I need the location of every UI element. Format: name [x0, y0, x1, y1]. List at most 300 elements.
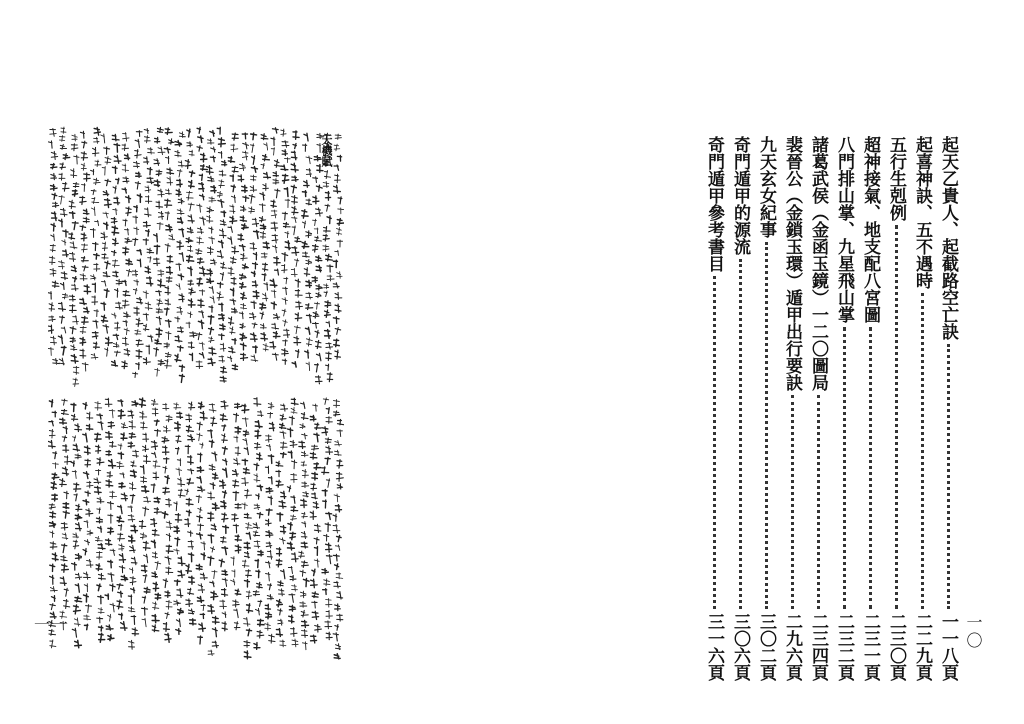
handwritten-glyph — [233, 491, 238, 500]
handwritten-glyph — [212, 628, 217, 637]
handwritten-glyph — [80, 349, 86, 358]
handwritten-glyph — [145, 266, 150, 273]
handwritten-glyph — [278, 619, 283, 625]
handwritten-glyph — [272, 128, 278, 133]
handwritten-glyph — [167, 256, 173, 263]
handwritten-glyph — [200, 443, 204, 448]
handwritten-glyph — [335, 174, 341, 183]
handwritten-glyph — [102, 281, 106, 287]
handwritten-glyph — [288, 451, 292, 458]
handwritten-glyph — [292, 196, 298, 204]
handwritten-glyph — [249, 207, 255, 213]
handwritten-glyph — [325, 523, 330, 532]
handwritten-glyph — [240, 333, 246, 340]
handwritten-glyph — [325, 301, 331, 308]
handwritten-glyph — [266, 531, 273, 537]
handwritten-glyph — [289, 416, 294, 425]
handwritten-glyph — [316, 208, 323, 216]
handwritten-glyph — [118, 533, 125, 541]
handwritten-glyph — [333, 400, 339, 408]
handwritten-glyph — [277, 548, 282, 556]
handwritten-glyph — [72, 470, 76, 478]
handwritten-glyph — [219, 229, 226, 238]
handwritten-glyph — [253, 523, 259, 529]
handwritten-glyph — [128, 607, 134, 612]
handwritten-glyph — [323, 234, 329, 241]
toc-entry — [860, 136, 880, 681]
handwritten-glyph — [134, 280, 139, 285]
handwritten-glyph — [271, 302, 276, 309]
handwritten-glyph — [155, 137, 160, 143]
handwritten-glyph — [303, 252, 310, 257]
handwritten-glyph — [188, 245, 193, 251]
handwritten-glyph — [246, 532, 250, 539]
toc-entry-page: 二二九頁 — [912, 613, 932, 681]
handwritten-glyph — [306, 259, 312, 264]
handwritten-glyph — [112, 134, 119, 140]
handwritten-glyph — [189, 150, 194, 156]
handwritten-glyph — [247, 604, 253, 613]
handwritten-glyph — [158, 147, 165, 155]
handwritten-glyph — [103, 272, 110, 277]
handwritten-glyph — [337, 272, 342, 279]
handwritten-glyph — [209, 286, 213, 293]
handwritten-glyph — [96, 469, 101, 474]
handwritten-glyph — [222, 622, 227, 631]
handwritten-glyph — [83, 472, 88, 479]
handwritten-glyph — [198, 636, 203, 644]
handwritten-glyph — [252, 218, 258, 226]
handwritten-glyph — [228, 226, 232, 232]
handwritten-glyph — [101, 232, 107, 239]
handwritten-glyph — [222, 434, 228, 443]
handwritten-glyph — [220, 343, 225, 351]
handwritten-glyph — [243, 430, 249, 436]
handwritten-glyph — [201, 553, 205, 560]
handwritten-glyph — [106, 337, 113, 345]
handwritten-glyph — [52, 473, 59, 479]
handwritten-glyph — [145, 186, 151, 193]
handwritten-glyph — [288, 542, 295, 550]
handwritten-glyph — [269, 422, 274, 430]
handwritten-glyph — [124, 328, 129, 335]
handwritten-glyph — [119, 544, 125, 551]
handwritten-glyph — [156, 170, 162, 176]
handwritten-glyph — [295, 290, 302, 298]
handwritten-glyph — [316, 185, 322, 191]
handwritten-glyph — [59, 219, 63, 227]
handwritten-glyph — [143, 324, 149, 331]
handwritten-glyph — [51, 223, 55, 231]
handwritten-glyph — [122, 144, 128, 150]
handwritten-glyph — [291, 398, 298, 405]
handwritten-glyph — [230, 327, 235, 334]
handwritten-glyph — [240, 274, 246, 280]
handwritten-glyph — [75, 573, 81, 579]
handwritten-glyph — [140, 533, 146, 539]
handwritten-glyph — [234, 436, 238, 442]
handwritten-glyph — [219, 334, 224, 340]
handwritten-glyph — [129, 433, 135, 439]
handwritten-glyph — [128, 595, 131, 604]
handwritten-glyph — [101, 315, 107, 322]
handwritten-glyph — [217, 127, 220, 134]
handwritten-glyph — [59, 195, 64, 204]
handwritten-glyph — [59, 261, 65, 269]
handwritten-glyph — [85, 459, 91, 467]
handwritten-glyph — [334, 411, 340, 416]
handwritten-glyph — [240, 323, 245, 328]
handwritten-glyph — [250, 243, 256, 251]
handwritten-glyph — [119, 483, 125, 488]
handwritten-glyph — [261, 134, 268, 140]
handwritten-glyph — [165, 286, 170, 294]
handwritten-glyph — [83, 433, 87, 442]
handwritten-glyph — [104, 289, 109, 297]
handwritten-glyph — [52, 193, 57, 199]
handwritten-glyph — [186, 425, 193, 432]
handwritten-glyph — [302, 433, 308, 439]
handwritten-glyph — [102, 253, 108, 259]
handwritten-glyph — [197, 204, 202, 212]
handwritten-glyph — [74, 494, 77, 501]
handwritten-glyph — [174, 526, 179, 533]
handwritten-glyph — [133, 372, 138, 377]
handwritten-glyph — [186, 414, 192, 422]
handwritten-glyph — [152, 399, 158, 405]
handwritten-glyph — [315, 624, 322, 632]
handwritten-glyph — [199, 174, 202, 180]
handwritten-glyph — [324, 171, 330, 179]
handwritten-glyph — [268, 403, 274, 409]
handwritten-glyph — [221, 501, 226, 509]
handwritten-glyph — [131, 588, 135, 593]
handwritten-glyph — [75, 640, 82, 647]
handwritten-glyph — [197, 237, 204, 244]
handwritten-glyph — [64, 600, 70, 609]
handwritten-glyph — [165, 128, 172, 135]
handwritten-glyph — [61, 127, 66, 133]
handwritten-glyph — [197, 477, 201, 483]
handwritten-glyph — [154, 420, 159, 425]
handwritten-glyph — [221, 401, 228, 410]
handwritten-glyph — [281, 165, 288, 170]
handwritten-glyph — [102, 242, 107, 251]
handwritten-glyph — [199, 183, 204, 192]
handwritten-glyph — [263, 263, 268, 271]
handwritten-glyph — [189, 171, 194, 176]
handwritten-glyph — [164, 458, 169, 464]
handwritten-glyph — [326, 321, 330, 327]
toc-entry — [808, 136, 828, 681]
handwritten-glyph — [156, 316, 161, 324]
handwritten-glyph — [94, 478, 101, 484]
handwritten-glyph — [166, 225, 172, 232]
handwritten-glyph — [137, 250, 141, 255]
handwritten-glyph — [302, 522, 306, 527]
handwritten-glyph — [313, 502, 318, 509]
handwritten-glyph — [163, 579, 167, 588]
handwritten-glyph — [61, 346, 66, 355]
handwritten-glyph — [97, 552, 103, 560]
handwritten-glyph — [219, 314, 224, 321]
handwritten-glyph — [301, 402, 305, 408]
handwritten-glyph — [188, 280, 194, 285]
handwritten-glyph — [301, 610, 308, 617]
handwritten-glyph — [136, 339, 143, 346]
handwritten-glyph — [303, 492, 308, 497]
handwritten-glyph — [292, 639, 298, 647]
handwritten-glyph — [313, 322, 319, 328]
handwritten-glyph — [230, 205, 235, 214]
handwritten-glyph — [315, 236, 322, 241]
handwritten-glyph — [123, 219, 127, 226]
handwritten-glyph — [222, 570, 228, 575]
handwritten-glyph — [154, 245, 159, 254]
handwritten-glyph — [274, 257, 280, 265]
handwritten-glyph — [107, 472, 112, 478]
handwritten-glyph — [179, 253, 183, 262]
handwritten-glyph — [306, 280, 311, 287]
handwritten-glyph — [219, 559, 224, 566]
handwritten-glyph — [208, 316, 213, 324]
handwritten-glyph — [69, 295, 75, 301]
handwritten-glyph — [250, 144, 254, 153]
handwritten-glyph — [293, 131, 299, 139]
handwritten-glyph — [316, 376, 322, 384]
handwritten-glyph — [121, 423, 127, 429]
handwritten-glyph — [325, 457, 330, 464]
handwritten-text-bottom — [48, 392, 344, 662]
handwritten-glyph — [314, 433, 319, 442]
handwritten-glyph — [282, 150, 287, 156]
handwritten-glyph — [116, 302, 123, 309]
handwritten-glyph — [110, 491, 117, 498]
handwritten-glyph — [291, 163, 298, 172]
handwritten-glyph — [165, 633, 171, 642]
handwritten-glyph — [326, 343, 333, 350]
handwritten-glyph — [228, 157, 234, 163]
handwritten-glyph — [144, 554, 148, 563]
handwritten-glyph — [196, 564, 202, 570]
handwritten-glyph — [90, 229, 95, 238]
handwritten-glyph — [292, 217, 297, 223]
handwritten-glyph — [207, 207, 214, 213]
handwritten-glyph — [212, 503, 219, 510]
handwritten-glyph — [121, 433, 127, 440]
handwritten-glyph — [335, 450, 342, 455]
handwritten-glyph — [243, 196, 249, 202]
handwritten-glyph — [208, 430, 212, 438]
handwritten-glyph — [166, 533, 170, 540]
handwritten-glyph — [175, 354, 181, 361]
handwritten-glyph — [50, 575, 54, 584]
handwritten-glyph — [200, 412, 207, 420]
handwritten-glyph — [128, 514, 135, 521]
handwritten-glyph — [190, 619, 196, 625]
handwritten-glyph — [112, 313, 117, 318]
handwritten-glyph — [123, 133, 129, 142]
handwritten-glyph — [74, 605, 81, 614]
handwritten-glyph — [267, 444, 271, 450]
handwritten-glyph — [189, 609, 195, 614]
handwritten-glyph — [82, 316, 88, 324]
handwritten-glyph — [276, 559, 282, 567]
handwritten-glyph — [124, 349, 130, 356]
handwritten-glyph — [51, 164, 57, 169]
handwritten-glyph — [144, 136, 150, 143]
handwritten-glyph — [58, 335, 62, 343]
handwritten-glyph — [61, 272, 67, 280]
handwritten-glyph — [167, 267, 173, 275]
handwritten-glyph — [156, 290, 161, 295]
handwritten-glyph — [189, 288, 195, 295]
handwritten-glyph — [166, 545, 173, 553]
handwritten-glyph — [108, 422, 114, 428]
handwritten-glyph — [51, 185, 57, 191]
handwritten-glyph — [75, 596, 82, 601]
handwritten-glyph — [266, 573, 270, 581]
handwritten-glyph — [83, 549, 87, 555]
handwritten-glyph — [113, 271, 118, 277]
handwritten-glyph — [314, 537, 319, 544]
handwritten-glyph — [50, 511, 56, 518]
handwritten-glyph — [186, 322, 190, 328]
handwritten-glyph — [178, 217, 183, 223]
handwritten-glyph — [143, 221, 150, 227]
handwritten-glyph — [164, 343, 169, 348]
handwritten-glyph — [282, 298, 287, 305]
handwritten-glyph — [113, 186, 116, 193]
handwritten-glyph — [266, 488, 273, 494]
handwritten-glyph — [115, 288, 119, 297]
handwritten-glyph — [157, 127, 163, 132]
handwritten-glyph — [72, 414, 78, 420]
handwritten-glyph — [86, 605, 92, 613]
handwritten-glyph — [73, 190, 78, 196]
handwritten-glyph — [85, 491, 90, 496]
handwritten-glyph — [220, 480, 226, 488]
handwritten-glyph — [188, 342, 194, 349]
handwritten-glyph — [60, 479, 67, 487]
handwritten-glyph — [73, 444, 79, 451]
handwritten-glyph — [132, 270, 137, 276]
handwritten-glyph — [254, 541, 260, 548]
handwritten-glyph — [63, 230, 68, 237]
handwritten-glyph — [53, 452, 57, 459]
handwritten-glyph — [255, 608, 259, 615]
handwritten-glyph — [244, 447, 248, 454]
handwritten-glyph — [140, 466, 144, 474]
handwritten-glyph — [152, 625, 159, 632]
handwritten-glyph — [112, 260, 119, 267]
handwritten-glyph — [82, 244, 88, 252]
handwritten-glyph — [255, 430, 261, 438]
handwritten-glyph — [87, 530, 93, 535]
handwritten-glyph — [118, 591, 123, 597]
handwritten-glyph — [179, 132, 185, 137]
handwritten-glyph — [81, 152, 87, 160]
handwritten-glyph — [147, 177, 154, 183]
handwritten-glyph — [84, 173, 90, 181]
handwritten-glyph — [231, 557, 234, 566]
handwritten-glyph — [325, 204, 330, 211]
handwritten-glyph — [166, 567, 173, 574]
handwritten-glyph — [189, 402, 195, 410]
toc-entry — [938, 136, 958, 681]
handwritten-glyph — [176, 284, 180, 290]
handwritten-glyph — [231, 277, 236, 284]
handwritten-glyph — [108, 635, 114, 641]
handwritten-glyph — [71, 461, 74, 466]
handwritten-glyph — [98, 595, 104, 603]
handwritten-glyph — [62, 436, 66, 441]
handwritten-glyph — [129, 568, 133, 573]
handwritten-glyph — [116, 178, 119, 183]
handwritten-glyph — [242, 151, 248, 160]
handwritten-glyph — [242, 224, 248, 230]
handwritten-glyph — [132, 401, 138, 406]
handwritten-glyph — [152, 572, 157, 578]
handwritten-glyph — [155, 339, 161, 344]
handwritten-glyph — [313, 245, 319, 252]
handwritten-glyph — [106, 451, 111, 456]
handwritten-glyph — [221, 537, 226, 543]
handwritten-glyph — [70, 337, 75, 342]
handwritten-glyph — [165, 476, 169, 484]
handwritten-glyph — [136, 350, 142, 359]
toc-dot-leader — [947, 344, 950, 609]
handwritten-glyph — [245, 489, 252, 498]
handwritten-glyph — [49, 430, 55, 438]
handwritten-glyph — [60, 577, 66, 585]
handwritten-glyph — [333, 260, 337, 267]
handwritten-glyph — [235, 589, 241, 595]
handwritten-glyph — [338, 208, 344, 214]
handwritten-glyph — [121, 575, 127, 580]
handwritten-glyph — [273, 179, 279, 184]
handwritten-glyph — [147, 168, 152, 175]
handwritten-glyph — [217, 191, 222, 197]
handwritten-glyph — [262, 273, 266, 280]
handwritten-glyph — [314, 547, 317, 556]
handwritten-glyph — [83, 500, 89, 505]
handwritten-glyph — [257, 512, 263, 518]
handwritten-glyph — [51, 234, 55, 241]
handwritten-glyph — [122, 337, 128, 346]
handwritten-glyph — [53, 463, 59, 469]
handwritten-glyph — [276, 470, 281, 476]
handwritten-glyph — [198, 453, 202, 462]
handwritten-glyph — [154, 497, 160, 503]
handwritten-glyph — [162, 437, 169, 443]
toc-entry — [912, 136, 932, 681]
handwritten-glyph — [323, 181, 329, 187]
handwritten-glyph — [178, 489, 185, 497]
handwritten-glyph — [264, 172, 271, 178]
handwritten-glyph — [97, 617, 103, 623]
toc-entry — [886, 136, 906, 681]
handwritten-glyph — [290, 576, 296, 581]
handwritten-glyph — [146, 345, 149, 354]
handwritten-glyph — [280, 423, 286, 428]
handwritten-glyph — [209, 306, 213, 312]
handwritten-glyph — [306, 338, 312, 346]
handwritten-glyph — [337, 219, 344, 226]
handwritten-glyph — [157, 299, 163, 306]
handwritten-glyph — [135, 150, 141, 158]
handwritten-glyph — [103, 325, 109, 333]
